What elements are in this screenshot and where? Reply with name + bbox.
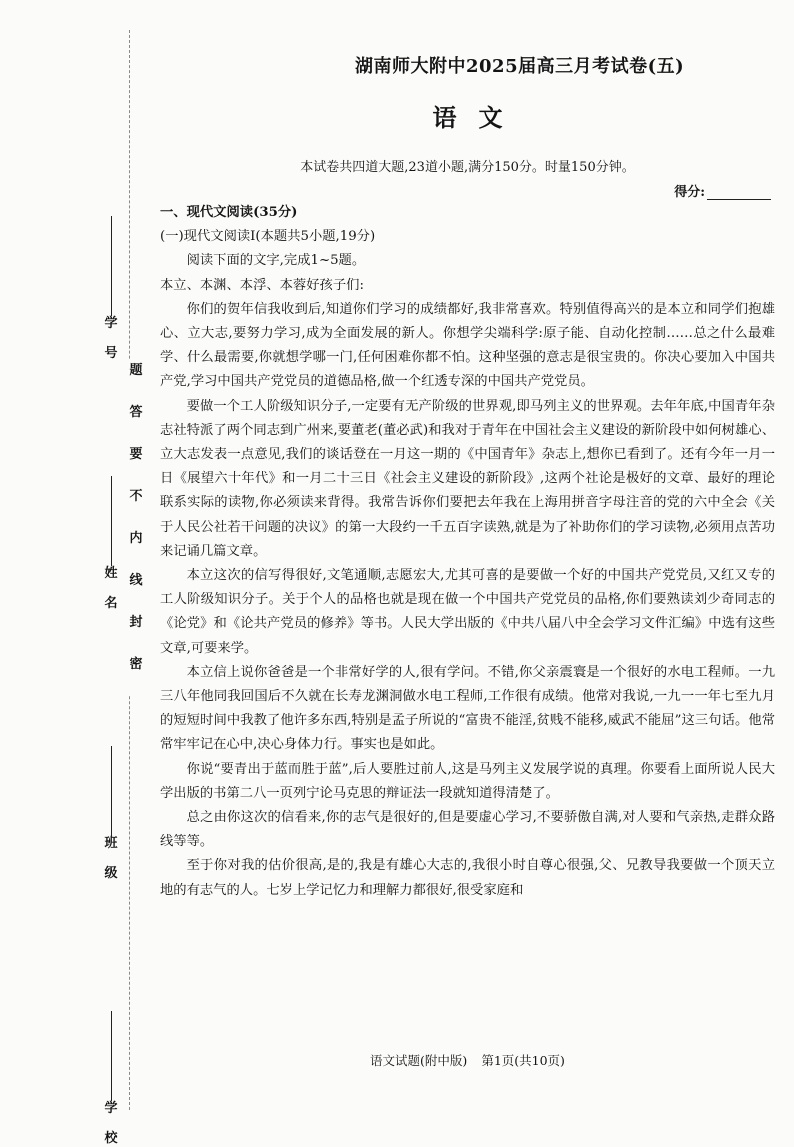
footer-exam-name: 语文试题(附中版) — [370, 1053, 468, 1068]
letter-paragraph: 本立信上说你爸爸是一个非常好学的人,很有学问。不错,你父亲震寰是一个很好的水电工程师。一九三八年他同我回国后不久就在长寿龙渊洞做水电工程师,工作很有成绩。他常对我说,一九一一年七至九月的短短时间中我教了他许多东西,特别是孟子所说的“富贵不能淫,贫贱不能移,威武不能屈”这三句话。他常常牢牢记在心中,决心身体力行。事实也是如此。 — [160, 664, 775, 753]
seal-char: 线 — [129, 573, 143, 588]
student-id-blank[interactable] — [111, 216, 112, 316]
seal-char: 要 — [129, 447, 143, 462]
seal-char: 答 — [129, 405, 143, 420]
reading-passage — [160, 201, 775, 903]
section-subheading: (一)现代文阅读Ⅰ(本题共5小题,19分) — [160, 229, 376, 245]
seal-char: 密 — [129, 657, 143, 672]
class-field: 班 级 — [100, 740, 122, 882]
section-heading: 一、现代文阅读(35分) — [160, 205, 298, 220]
score-blank[interactable] — [707, 185, 771, 200]
exam-title: 湖南师大附中2025届高三月考试卷(五) — [355, 56, 685, 77]
letter-paragraph: 本立这次的信写得很好,文笔通顺,志愿宏大,尤其可喜的是要做一个好的中国共产党党员,又红又专的工人阶级知识分子。关于个人的品格也就是现在做一个中国共产党党员的品格,你们要熟读刘少奇同志的《论党》和《论共产党员的修养》等书。人民大学出版的《中共八届八中全会学习文件汇编》中选有这些文章,可要来学。 — [160, 568, 775, 656]
section-direction: 阅读下面的文字,完成1~5题。 — [186, 253, 366, 269]
exam-page — [160, 0, 775, 1123]
letter-paragraph: 要做一个工人阶级知识分子,一定要有无产阶级的世界观,即马列主义的世界观。去年年底,中国青年杂志社特派了两个同志到广州来,要董老(董必武)和我对于青年在中国社会主义建设的新阶段中如何树雄心、立大志发表一点意见,我们的谈话登在一月这一期的《中国青年》杂志上,想你已看到了。还有今年一月一日《展望六十年代》和一月二十三日《社会主义建设的新阶段》,这两个社论是极好的文章、最好的理论联系实际的读物,你必须读来背得。我常告诉你们要把去年我在上海用拼音字母注音的党的六中全会《关于人民公社若干问题的决议》的第一大段约一千五百字读熟,就是为了补助你们的学习读物,必须用点苦功来记诵几篇文章。 — [160, 398, 775, 559]
seal-char: 封 — [129, 615, 143, 630]
letter-paragraph: 至于你对我的估价很高,是的,我是有雄心大志的,我很小时自尊心很强,父、兄教导我要做一个顶天立地的有志气的人。七岁上学记忆力和理解力都很好,很受家庭和 — [160, 858, 775, 898]
name-field: 姓 名 — [100, 470, 122, 612]
letter-paragraph: 总之由你这次的信看来,你的志气是很好的,但是要虚心学习,不要骄傲自满,对人要和气亲热,走群众路线等等。 — [160, 810, 775, 850]
seal-char: 题 — [129, 363, 143, 378]
letter-paragraph: 你说“要青出于蓝而胜于蓝”,后人要胜过前人,这是马列主义发展学说的真理。你要看上面所说人民大学出版的书第二八一页列宁论马克思的辩证法一段就知道得清楚了。 — [160, 761, 775, 801]
seal-char: 内 — [129, 531, 143, 546]
seal-notice — [125, 360, 147, 696]
score-box — [674, 181, 771, 200]
seal-char: 不 — [129, 489, 143, 504]
student-id-field: 学 号 — [100, 210, 122, 362]
subject-title: 语文 — [432, 103, 525, 132]
letter-salutation: 本立、本渊、本浮、本蓉好孩子们: — [160, 277, 364, 293]
exam-instructions: 本试卷共四道大题,23道小题,满分150分。时量150分钟。 — [300, 160, 635, 175]
school-field: 学 校 — [100, 1005, 122, 1147]
score-label: 得分: — [674, 185, 705, 200]
class-blank[interactable] — [111, 746, 112, 836]
binding-margin — [0, 0, 150, 1146]
page-footer — [160, 1051, 775, 1069]
school-blank[interactable] — [111, 1011, 112, 1101]
letter-paragraph: 你们的贺年信我收到后,知道你们学习的成绩都好,我非常喜欢。特别值得高兴的是本立和同学们抱雄心、立大志,要努力学习,成为全面发展的新人。你想学尖端科学:原子能、自动化控制……总之什么最难学、什么最需要,你就想学哪一门,任何困难你都不怕。这种坚强的意志是很宝贵的。你决心要加入中国共产党,学习中国共产党党员的道德品格,做一个红透专深的中国共产党党员。 — [160, 301, 775, 390]
name-blank[interactable] — [111, 476, 112, 566]
footer-page-number: 第1页(共10页) — [481, 1053, 565, 1068]
